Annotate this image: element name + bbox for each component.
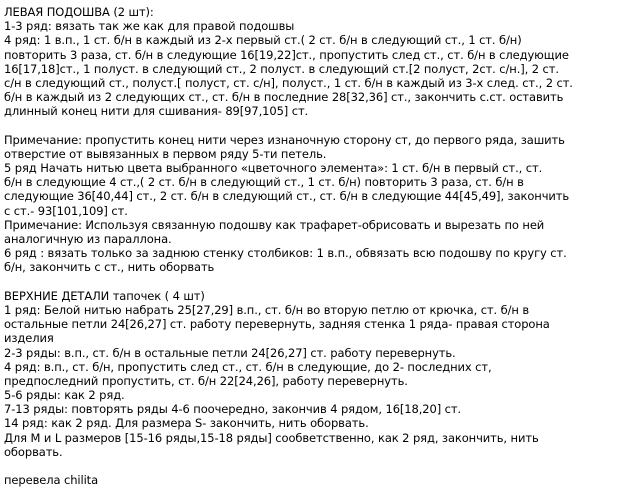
text-line: 4 ряд: в.п., ст. б/н, пропустить след ст., ст. б/н в следующие, до 2- последних ст, bbox=[4, 359, 492, 374]
text-line: Примечание: Используя связанную подошву как трафарет-обрисовать и вырезать по ней bbox=[4, 217, 545, 232]
text-line: б/н в каждый из 2 следующих ст., ст. б/н в последние 28[32,36] ст., закончить с.ст. оставить bbox=[4, 90, 564, 105]
text-line: повторить 3 раза, ст. б/н в следующие 16[19,22]ст., пропустить след ст., ст. б/н в следующие bbox=[4, 47, 569, 62]
text-line: 16[17,18]ст., 1 полуст. в следующий ст., 2 полуст. в следующий ст.[2 полуст, 2ст. с/н.], 2 ст. bbox=[4, 61, 559, 76]
text-line: предпоследний пропустить, ст. б/н 22[24,26], работу перевернуть. bbox=[4, 373, 408, 388]
text-line: б/н, закончить с ст., нить оборвать bbox=[4, 260, 215, 275]
text-line: Для M и L размеров [15-16 ряды,15-18 ряды] сообветственно, как 2 ряд, закончить, нить bbox=[4, 430, 539, 445]
text-line: отверстие от вывязанных в первом ряду 5-ти петель. bbox=[4, 146, 327, 161]
text-line: длинный конец нити для сшивания- 89[97,105] ст. bbox=[4, 104, 309, 119]
text-line: 2-3 ряды: в.п., ст. б/н в остальные петли 24[26,27] ст. работу перевернуть. bbox=[4, 345, 456, 360]
text-line: ВЕРХНИЕ ДЕТАЛИ тапочек ( 4 шт) bbox=[4, 288, 205, 303]
blank-line bbox=[4, 119, 624, 133]
text-line: с ст.- 93[101,109] ст. bbox=[4, 203, 128, 218]
text-line: остальные петли 24[26,27] ст. работу перевернуть, задняя стенка 1 ряда- правая сторона bbox=[4, 317, 550, 332]
text-line: б/н в следующие 4 ст.,( 2 ст. б/н в следующий ст., 1 ст. б/н) повторить 3 раза, ст. б/н в bbox=[4, 175, 524, 190]
text-line: следующие 36[40,44] ст., 2 ст. б/н в следующий ст., ст. б/н в следующие 44[45,49], закончить bbox=[4, 189, 570, 204]
text-line: оборвать. bbox=[4, 444, 63, 459]
text-line: 6 ряд : вязать только за заднюю стенку столбиков: 1 в.п., обвязать всю подошву по кругу ст. bbox=[4, 246, 567, 261]
text-line: изделия bbox=[4, 331, 54, 346]
text-line: Примечание: пропустить конец нити через изнаночную сторону ст, до первого ряда, зашить bbox=[4, 132, 565, 147]
text-line: 14 ряд: как 2 ряд. Для размера S- закончить, нить оборвать. bbox=[4, 416, 369, 431]
text-line: ЛЕВАЯ ПОДОШВА (2 шт): bbox=[4, 5, 154, 19]
text-line: 5 ряд Начать нитью цвета выбранного «цветочного элемента»: 1 ст. б/н в первый ст., ст. bbox=[4, 161, 543, 176]
blank-line bbox=[4, 275, 624, 289]
text-line: 4 ряд: 1 в.п., 1 ст. б/н в каждый из 2-х первый ст.( 2 ст. б/н в следующий ст., 1 ст. б/н) bbox=[4, 33, 522, 48]
text-line: аналогичную из параллона. bbox=[4, 232, 172, 246]
text-line: 1-3 ряд: вязать так же как для правой подошвы bbox=[4, 19, 295, 34]
text-line: 7-13 ряды: повторять ряды 4-6 поочередно, закончив 4 рядом, 16[18,20] ст. bbox=[4, 402, 462, 417]
blank-line bbox=[4, 459, 624, 473]
text-line: 1 ряд: Белой нитью набрать 25[27,29] в.п., ст. б/н во вторую петлю от крючка, ст. б/н в bbox=[4, 302, 530, 317]
text-line: перевела chilita bbox=[4, 473, 99, 488]
text-line: 5-6 ряды: как 2 ряд. bbox=[4, 388, 125, 403]
text-line: с/н в следующий ст., полуст.[ полуст, ст. с/н], полуст., 1 ст. б/н в каждый из 3-х след. ст., 2 ст. bbox=[4, 75, 573, 90]
